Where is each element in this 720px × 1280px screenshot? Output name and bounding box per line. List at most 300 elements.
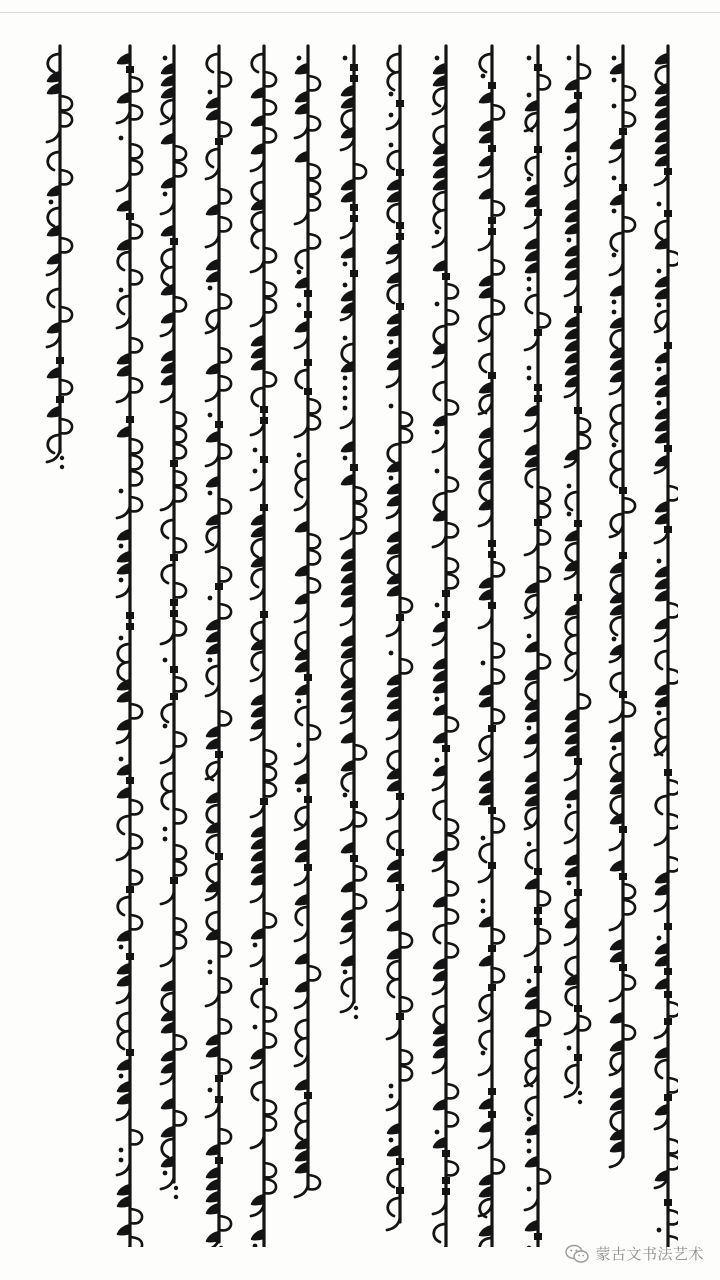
glyph-stroke [619,691,627,698]
glyph-stroke [480,276,492,285]
glyph-stroke [342,882,354,891]
glyph-stroke [434,659,446,668]
glyph-stroke [534,395,542,402]
glyph-stroke [162,773,174,791]
glyph-tail [295,336,308,348]
glyph-tail [565,118,578,130]
glyph-stroke [118,644,130,662]
glyph-stroke [296,566,308,575]
glyph-tail [251,728,264,740]
glyph-stroke [388,72,400,90]
glyph-stroke [174,583,186,597]
script-column [433,46,458,1247]
glyph-tail [433,355,446,367]
glyph-stroke [388,192,400,201]
glyph-stroke [252,230,264,248]
glyph-tail [117,1245,130,1247]
glyph-stroke [434,1024,446,1033]
glyph-stroke [130,834,142,848]
glyph-stroke [488,540,496,547]
glyph-tail [295,126,308,138]
glyph-tail [295,873,308,885]
glyph-stroke [434,511,446,520]
glyph-stroke [388,949,400,958]
glyph-stroke [215,1157,223,1164]
punctuation-dot [354,1015,358,1019]
glyph-stroke [619,487,627,494]
glyph-stroke [260,504,268,511]
glyph-stroke [296,461,308,479]
glyph-stroke [611,360,623,369]
glyph-stroke [252,622,264,640]
glyph-stroke [488,217,496,224]
glyph-dot [481,1051,486,1056]
glyph-dot [389,404,394,409]
glyph-stroke [526,1097,538,1115]
glyph-stroke [434,382,446,400]
glyph-dot [657,559,662,564]
glyph-stroke [492,105,504,119]
glyph-stroke [219,978,231,992]
glyph-stroke [656,221,668,239]
glyph-stroke [296,650,308,659]
glyph-stroke [388,574,400,583]
glyph-dot [208,596,213,601]
glyph-stroke [130,338,142,352]
glyph-stroke [526,263,538,272]
glyph-stroke [611,451,623,469]
glyph-stroke [118,976,130,985]
glyph-stroke [130,439,142,453]
glyph-stroke [350,855,358,862]
glyph-stroke [252,1230,264,1239]
glyph-tail [655,833,668,845]
glyph-stroke [215,1096,223,1103]
glyph-stroke [480,470,492,479]
glyph-stroke [611,952,623,961]
glyph-stroke [388,979,400,997]
glyph-stroke [118,1197,130,1206]
glyph-tail [341,818,354,830]
glyph-stroke [446,1161,458,1175]
glyph-dot [253,1244,258,1247]
glyph-stroke [342,690,354,699]
glyph-stroke [252,989,264,1007]
glyph-stroke [342,86,354,95]
glyph-stroke [656,651,668,669]
glyph-stroke [396,1187,404,1194]
glyph-stroke [252,336,264,345]
glyph-stroke [446,400,458,414]
glyph-stroke [396,849,404,856]
glyph-tail [387,1098,400,1110]
glyph-stroke [388,544,400,553]
glyph-tail [433,633,446,645]
glyph-dot [343,970,348,975]
glyph-dot [612,176,617,181]
glyph-stroke [488,725,496,732]
glyph-stroke [207,515,219,524]
glyph-stroke [611,286,623,295]
glyph-tail [525,419,538,431]
glyph-stroke [434,144,446,153]
glyph-stroke [118,252,130,270]
glyph-dot [612,56,617,61]
glyph-stroke [388,532,400,541]
glyph-tail [117,1108,130,1120]
glyph-stroke [219,711,231,725]
glyph-dot [343,336,348,341]
glyph-stroke [480,783,492,792]
glyph-stroke [442,611,450,618]
glyph-tail [341,931,354,943]
glyph-stroke [388,273,400,282]
glyph-stroke [656,502,668,511]
glyph-stroke [130,144,142,158]
glyph-dot [119,1158,124,1163]
glyph-stroke [264,282,276,296]
script-column [295,46,320,1197]
glyph-stroke [623,884,635,898]
glyph-stroke [388,54,400,72]
glyph-stroke [388,711,400,720]
glyph-stroke [207,644,219,653]
glyph-tail [479,165,492,177]
glyph-stroke [480,428,492,437]
glyph-stroke [118,964,130,973]
glyph-stroke [656,1060,668,1078]
glyph-tail [341,613,354,625]
glyph-stroke [578,418,590,432]
glyph-stroke [60,307,72,321]
glyph-stroke [442,273,450,280]
glyph-stroke [566,258,578,267]
glyph-dot [527,366,532,371]
glyph-tail [251,890,264,902]
glyph-tail [525,216,538,228]
glyph-dot [208,491,213,496]
glyph-stroke [219,1216,231,1230]
glyph-stroke [656,433,668,442]
glyph-stroke [354,503,366,517]
glyph-stroke [566,365,578,374]
glyph-dot [208,413,213,418]
glyph-stroke [252,875,264,884]
glyph-stroke [446,1112,458,1126]
glyph-stroke [442,745,450,752]
glyph-tail [479,238,492,250]
glyph-stroke [118,1013,130,1031]
glyph-dot [527,287,532,292]
glyph-stroke [619,128,627,135]
glyph-stroke [308,725,320,739]
glyph-tail [655,629,668,641]
glyph-stroke [126,623,134,630]
glyph-dot [435,56,440,61]
glyph-stroke [264,750,276,764]
glyph-stroke [566,200,578,209]
glyph-dot [297,56,302,61]
glyph-stroke [566,855,578,864]
glyph-stroke [252,851,264,860]
glyph-stroke [480,1122,492,1131]
glyph-tail [610,989,623,1001]
glyph-stroke [296,954,308,963]
glyph-stroke [656,156,668,165]
glyph-stroke [342,192,354,201]
glyph-stroke [664,769,672,776]
glyph-stroke [574,92,582,99]
glyph-stroke [354,487,366,501]
glyph-dot [389,1084,394,1089]
glyph-dot [481,74,486,79]
glyph-stroke [534,329,542,336]
glyph-stroke [48,84,60,93]
glyph-dot [527,842,532,847]
script-column [525,46,550,1247]
glyph-stroke [434,416,446,425]
glyph-tail [387,506,400,518]
glyph-dot [435,697,440,702]
glyph-stroke [434,1006,446,1024]
glyph-stroke [207,1047,219,1056]
glyph-stroke [656,353,668,362]
glyph-tail [565,933,578,945]
glyph-stroke [162,375,174,384]
glyph-stroke [252,539,264,557]
glyph-stroke [400,1066,412,1080]
glyph-stroke [126,66,134,73]
glyph-stroke [480,795,492,804]
glyph-stroke [611,1013,623,1022]
glyph-stroke [118,564,130,573]
glyph-stroke [611,784,623,793]
glyph-tail [341,226,354,238]
glyph-dot [343,283,348,288]
glyph-dot [208,286,213,291]
watermark-text: 蒙古文书法艺术 [595,1245,704,1263]
glyph-stroke [342,922,354,931]
glyph-stroke [60,419,72,433]
glyph-dot [119,757,124,762]
glyph-tail [206,454,219,466]
glyph-tail [117,991,130,1003]
glyph-stroke [526,406,538,415]
glyph-stroke [538,929,550,943]
glyph-stroke [492,201,504,215]
glyph-dot [297,453,302,458]
glyph-stroke [252,527,264,536]
glyph-stroke [611,405,623,423]
glyph-dot [435,758,440,763]
glyph-stroke [656,1048,668,1057]
glyph-stroke [480,995,492,1013]
glyph-stroke [219,189,231,203]
glyph-tail [295,752,308,764]
glyph-tail [525,944,538,956]
glyph-stroke [260,978,268,985]
glyph-stroke [619,552,627,559]
glyph-stroke [574,594,582,601]
glyph-stroke [162,1023,174,1032]
glyph-tail [47,263,60,275]
glyph-stroke [118,1060,130,1069]
glyph-stroke [656,719,668,737]
glyph-stroke [664,968,672,975]
script-column [341,46,366,1019]
glyph-dot [208,960,213,965]
glyph-tail [161,632,174,644]
glyph-stroke [434,683,446,692]
glyph-stroke [434,622,446,631]
glyph-stroke [296,895,308,904]
glyph-dot [253,943,258,948]
glyph-stroke [623,1025,635,1039]
glyph-stroke [162,363,174,372]
glyph-stroke [656,84,668,93]
glyph-stroke [442,590,450,597]
glyph-dot [657,269,662,274]
punctuation-dot [578,1091,582,1095]
glyph-dot [657,303,662,308]
glyph-stroke [656,619,668,628]
glyph-stroke [296,840,308,849]
glyph-stroke [619,826,627,833]
glyph-stroke [538,567,550,581]
glyph-stroke [207,364,219,373]
glyph-stroke [252,652,264,670]
glyph-stroke [388,444,400,462]
glyph-stroke [130,704,142,718]
glyph-stroke [219,1059,231,1073]
glyph-stroke [162,1099,174,1108]
glyph-stroke [219,942,231,956]
glyph-stroke [118,552,130,561]
glyph-stroke [434,326,446,344]
glyph-dot [343,376,348,381]
glyph-stroke [488,1088,496,1095]
glyph-dot [163,192,168,197]
glyph-stroke [342,291,354,300]
glyph-dot [253,1025,258,1030]
glyph-stroke [656,277,668,286]
glyph-stroke [480,590,492,599]
glyph-stroke [304,388,312,395]
glyph-stroke [566,212,578,221]
glyph-dot [119,1148,124,1153]
glyph-tail [251,159,264,171]
glyph-stroke [60,112,72,126]
glyph-stroke [488,228,496,235]
glyph-stroke [446,558,458,572]
glyph-stroke [656,796,668,814]
glyph-stroke [252,348,264,357]
glyph-stroke [252,929,264,938]
glyph-tail [565,1085,578,1097]
glyph-stroke [400,412,412,426]
glyph-stroke [130,800,142,814]
glyph-stroke [574,889,582,896]
glyph-stroke [656,579,668,588]
glyph-stroke [170,693,178,700]
glyph-stroke [611,732,623,741]
glyph-stroke [308,966,320,980]
glyph-dot [527,1139,532,1144]
glyph-stroke [566,710,578,719]
glyph-stroke [611,754,623,772]
glyph-dot [208,90,213,95]
glyph-stroke [118,201,130,210]
glyph-tail [295,498,308,510]
glyph-stroke [388,687,400,696]
glyph-stroke [574,520,582,527]
glyph-dot [343,406,348,411]
glyph-stroke [162,520,174,538]
glyph-stroke [566,353,578,362]
glyph-stroke [611,318,623,327]
glyph-stroke [174,621,186,635]
glyph-stroke [526,772,538,781]
glyph-dot [163,724,168,729]
glyph-stroke [396,169,404,176]
glyph-stroke [388,556,400,574]
glyph-tail [161,954,174,966]
glyph-dot [657,202,662,207]
script-column [655,46,678,1247]
glyph-dot [435,302,440,307]
glyph-tail [565,831,578,843]
glyph-stroke [162,1127,174,1136]
glyph-stroke [446,523,458,537]
glyph-dot [119,489,124,494]
glyph-stroke [162,1157,174,1166]
glyph-stroke [264,766,276,780]
glyph-stroke [538,530,550,544]
glyph-stroke [388,285,400,303]
glyph-tail [251,1204,264,1216]
glyph-stroke [611,1041,623,1050]
glyph-stroke [48,254,60,263]
glyph-stroke [252,144,264,153]
glyph-stroke [400,428,412,442]
glyph-dot [435,1130,440,1135]
glyph-dot [119,945,124,950]
wechat-icon [565,1244,589,1264]
glyph-stroke [611,233,623,251]
glyph-stroke [480,383,492,392]
glyph-dot [527,277,532,282]
glyph-stroke [252,1082,264,1100]
glyph-stroke [219,217,231,231]
glyph-stroke [162,267,174,285]
glyph-tail [565,1022,578,1034]
glyph-stroke [296,1139,308,1148]
glyph-stroke [611,1088,623,1097]
glyph-stroke [619,964,627,971]
glyph-tail [655,899,668,911]
script-column [387,46,412,1230]
glyph-stroke [526,101,538,110]
glyph-stroke [342,442,354,451]
glyph-stroke [170,238,178,245]
glyph-stroke [396,1013,404,1020]
glyph-stroke [526,700,538,709]
glyph-dot [527,1149,532,1154]
glyph-stroke [388,484,400,493]
glyph-tail [610,710,623,722]
glyph-stroke [215,1075,223,1082]
glyph-stroke [611,617,623,635]
